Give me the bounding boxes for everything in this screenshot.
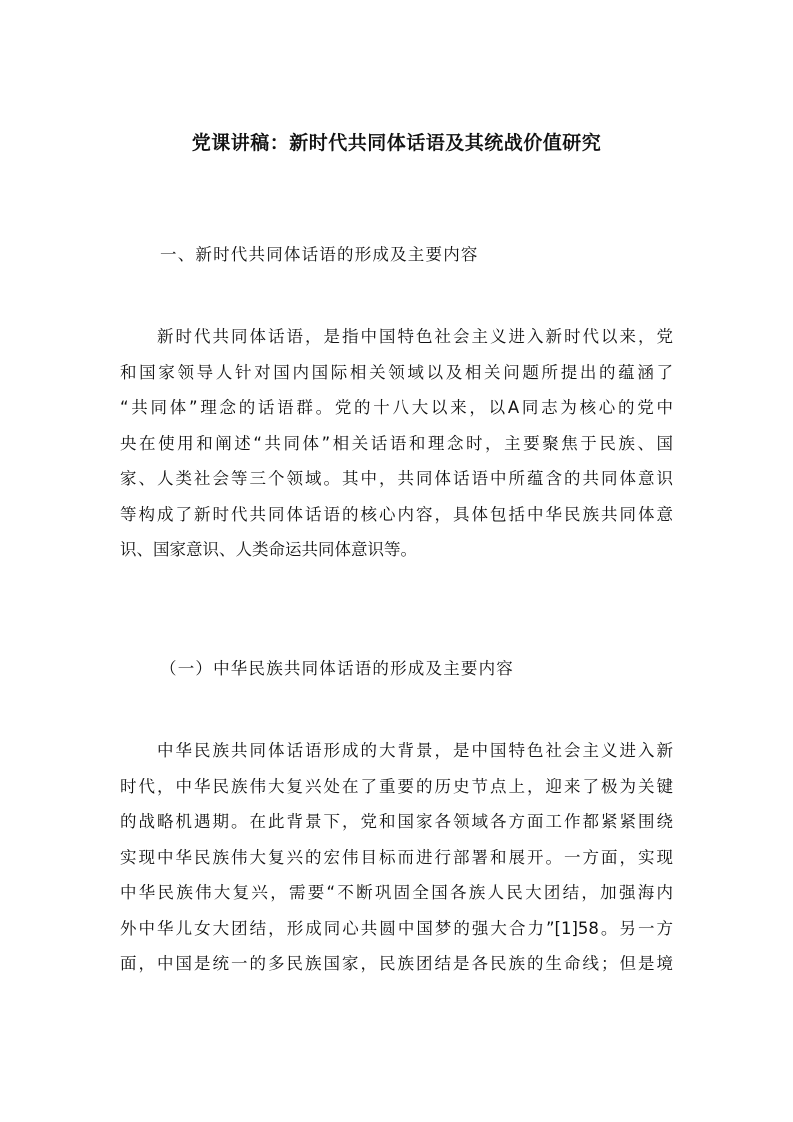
paragraph-line: 外中华儿女大团结，形成同心共圆中国梦的强大合力”[1]58。另一方 (120, 918, 673, 938)
paragraph-line: 等构成了新时代共同体话语的核心内容，具体包括中华民族共同体意 (120, 504, 673, 524)
subsection-heading: （一）中华民族共同体话语的形成及主要内容 (160, 659, 514, 678)
paragraph-1 (120, 319, 673, 568)
paragraph-line: 面，中国是统一的多民族国家，民族团结是各民族的生命线；但是境 (120, 954, 673, 973)
paragraph-line: 的战略机遇期。在此背景下，党和国家各领域各方面工作都紧紧围绕 (120, 812, 673, 831)
paragraph-line: 新时代共同体话语，是指中国特色社会主义进入新时代以来，党 (157, 327, 673, 346)
section-heading: 一、新时代共同体话语的形成及主要内容 (160, 245, 479, 264)
document-title: 党课讲稿：新时代共同体话语及其统战价值研究 (191, 132, 602, 154)
paragraph-line: 家、人类社会等三个领域。其中，共同体话语中所蕴含的共同体意识 (120, 469, 673, 488)
paragraph-line: 实现中华民族伟大复兴的宏伟目标而进行部署和展开。一方面，实现 (120, 847, 673, 867)
paragraph-line: 中华民族伟大复兴，需要“不断巩固全国各族人民大团结，加强海内 (120, 883, 673, 902)
paragraph-line: 和国家领导人针对国内国际相关领域以及相关问题所提出的蕴涵了 (120, 362, 673, 382)
paragraph-2 (120, 733, 673, 982)
paragraph-line: 识、国家意识、人类命运共同体意识等。 (120, 540, 417, 559)
paragraph-line: 时代，中华民族伟大复兴处在了重要的历史节点上，迎来了极为关键 (120, 776, 673, 796)
paragraph-line: 中华民族共同体话语形成的大背景，是中国特色社会主义进入新 (157, 741, 673, 760)
paragraph-line: “共同体”理念的话语群。党的十八大以来，以A同志为核心的党中 (120, 398, 673, 417)
paragraph-line: 央在使用和阐述“共同体”相关话语和理念时，主要聚焦于民族、国 (120, 433, 673, 453)
